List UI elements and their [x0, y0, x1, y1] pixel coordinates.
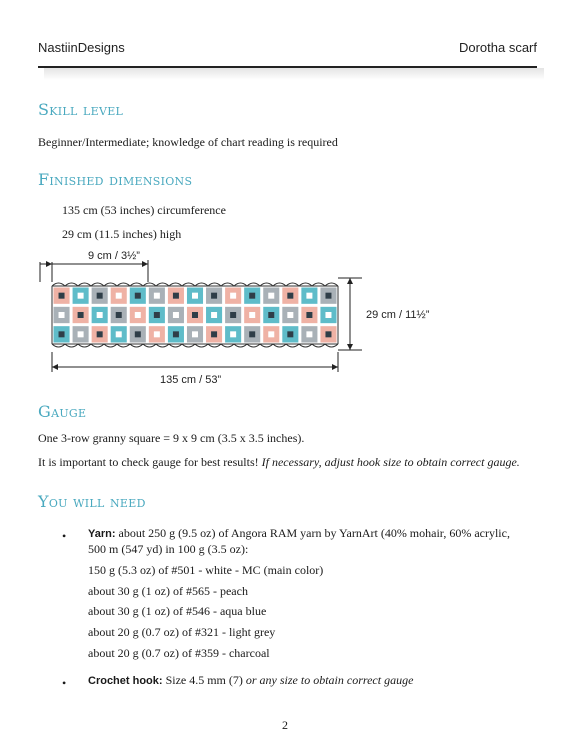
granny-square-center [78, 293, 84, 299]
dimensions-heading: Finished dimensions [38, 170, 193, 189]
width-label: 9 cm / 3½” [88, 250, 140, 262]
pattern-name: Dorotha scarf [458, 40, 537, 55]
granny-square-center [78, 331, 84, 337]
granny-square-center [306, 293, 312, 299]
length-label: 135 cm / 53” [160, 374, 222, 386]
granny-square-center [249, 293, 255, 299]
granny-square-center [154, 331, 160, 337]
color-item: 150 g (5.3 oz) of #501 - white - MC (main color) [88, 563, 324, 577]
height-label: 29 cm / 11½” [366, 309, 430, 321]
yarn-text: about 250 g (9.5 oz) of Angora RAM yarn by YarnArt (40% mohair, 60% acrylic, [115, 526, 510, 540]
dimensions-height: 29 cm (11.5 inches) high [62, 227, 182, 241]
granny-square-center [249, 331, 255, 337]
gauge-heading: Gauge [38, 402, 87, 421]
granny-square-center [192, 312, 198, 318]
granny-square-center [59, 293, 65, 299]
color-item: about 20 g (0.7 oz) of #321 - light grey [88, 625, 276, 639]
granny-square-center [59, 312, 65, 318]
materials-heading: You will need [38, 492, 146, 511]
granny-square-center [173, 331, 179, 337]
yarn-line [88, 526, 536, 542]
granny-square-center [78, 312, 84, 318]
granny-square-center [287, 331, 293, 337]
granny-square-center [230, 312, 236, 318]
skill-level-heading: Skill level [38, 100, 124, 119]
designer-name: NastiinDesigns [38, 40, 125, 55]
granny-square-center [268, 331, 274, 337]
granny-square-center [325, 293, 331, 299]
granny-square-center [211, 312, 217, 318]
granny-square-center [306, 331, 312, 337]
granny-square-center [287, 312, 293, 318]
granny-square-center [211, 293, 217, 299]
color-item: about 30 g (1 oz) of #546 - aqua blue [88, 604, 267, 618]
granny-square-center [192, 293, 198, 299]
hook-line [88, 673, 413, 689]
skill-level-text: Beginner/Intermediate; knowledge of chart reading is required [38, 135, 338, 149]
bullet-icon: • [62, 676, 67, 690]
granny-square-center [135, 312, 141, 318]
granny-square-center [249, 312, 255, 318]
scarf-body [52, 283, 338, 347]
gauge-note-text: It is important to check gauge for best results! [38, 455, 262, 469]
granny-square-center [306, 312, 312, 318]
granny-square-center [116, 293, 122, 299]
page-number: 2 [282, 718, 288, 732]
granny-square-center [268, 293, 274, 299]
granny-square-center [287, 293, 293, 299]
hook-label: Crochet hook: [88, 675, 163, 687]
color-item: about 20 g (0.7 oz) of #359 - charcoal [88, 646, 270, 660]
color-item: about 30 g (1 oz) of #565 - peach [88, 584, 248, 598]
granny-square-center [154, 293, 160, 299]
bullet-icon: • [62, 529, 67, 543]
granny-square-center [59, 331, 65, 337]
granny-square-center [173, 293, 179, 299]
granny-square-center [268, 312, 274, 318]
granny-square-center [173, 312, 179, 318]
granny-square-center [97, 293, 103, 299]
granny-square-center [135, 331, 141, 337]
hook-text: Size 4.5 mm (7) [162, 673, 246, 687]
gauge-note-italic: If necessary, adjust hook size to obtain correct gauge. [261, 455, 520, 469]
granny-square-center [135, 293, 141, 299]
granny-square-center [230, 293, 236, 299]
dimensions-circumference: 135 cm (53 inches) circumference [62, 203, 226, 217]
granny-square-center [325, 331, 331, 337]
gauge-text: One 3-row granny square = 9 x 9 cm (3.5 x 3.5 inches). [38, 431, 305, 445]
granny-square-center [230, 331, 236, 337]
granny-square-center [116, 331, 122, 337]
granny-square-center [325, 312, 331, 318]
yarn-label: Yarn: [88, 528, 116, 540]
granny-square-center [116, 312, 122, 318]
gauge-note [38, 455, 520, 470]
granny-square-center [192, 331, 198, 337]
yarn-text-cont: 500 m (547 yd) in 100 g (3.5 oz): [88, 542, 249, 556]
granny-square-center [97, 331, 103, 337]
granny-square-center [211, 331, 217, 337]
granny-square-center [97, 312, 103, 318]
hook-italic: or any size to obtain correct gauge [245, 673, 414, 687]
granny-square-center [154, 312, 160, 318]
